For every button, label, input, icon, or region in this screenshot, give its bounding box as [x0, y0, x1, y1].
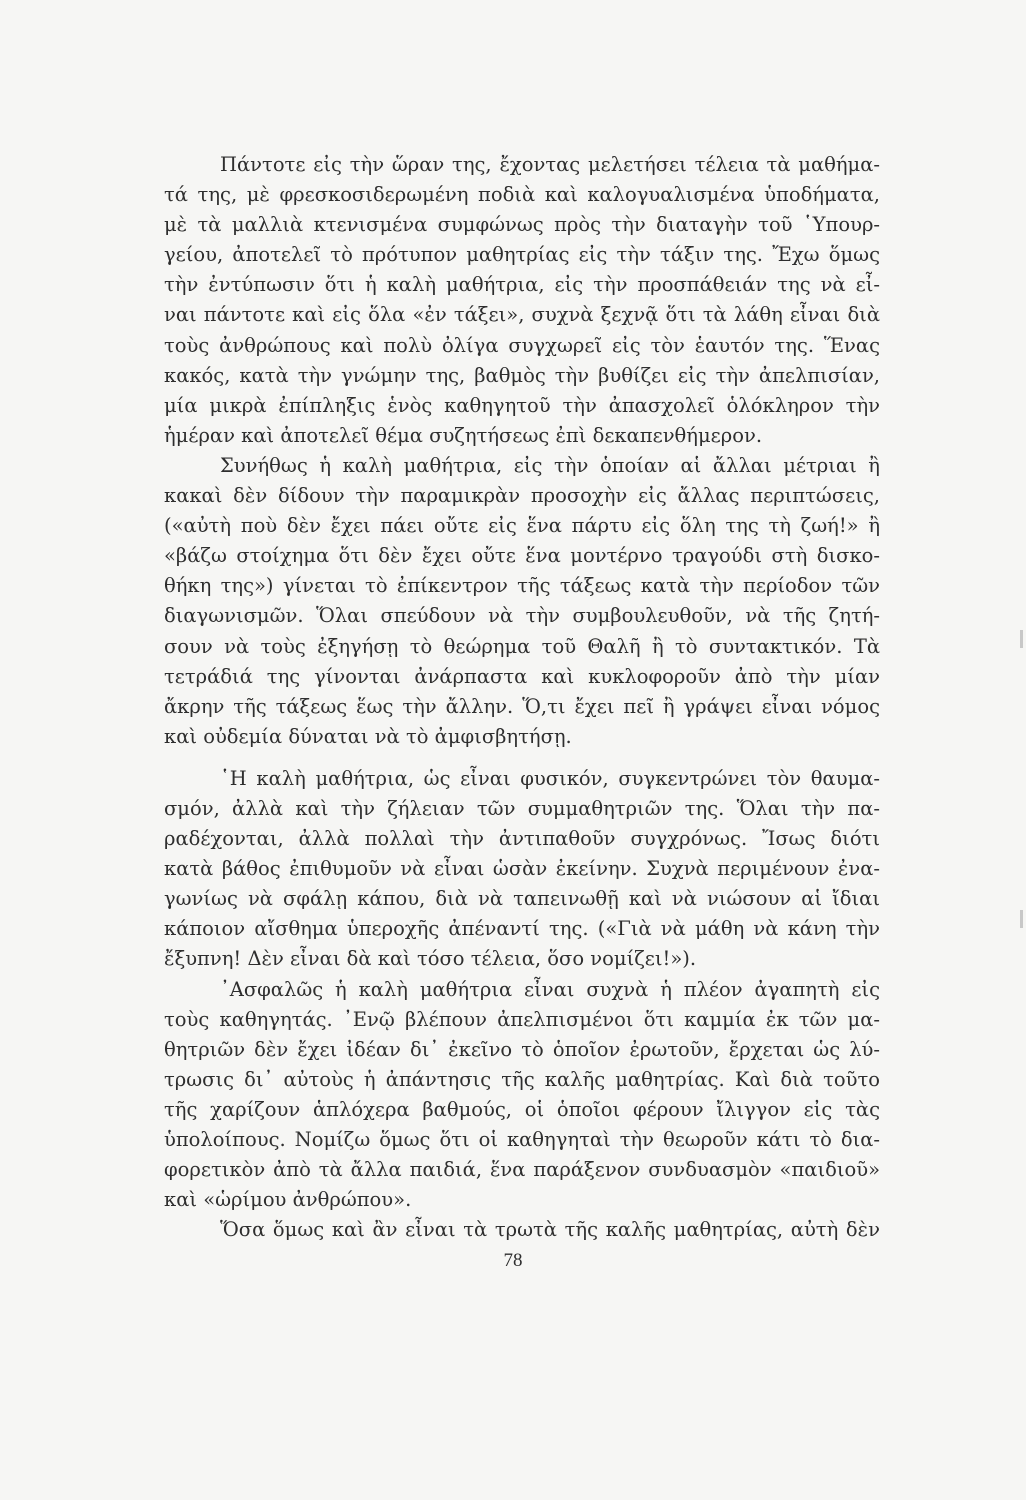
text-line: καὶ «ὡρίμου ἀνθρώπου». — [164, 1188, 412, 1212]
text-line: καὶ οὐδεμία δύναται νὰ τὸ ἀμφισβητήσῃ. — [164, 724, 572, 748]
text-line: ναι πάντοτε καὶ εἰς ὅλα «ἐν τάξει», συχνὰ ξεχνᾷ ὅτι τὰ λάθη εἶναι διὰ — [164, 303, 880, 327]
body-text — [164, 150, 880, 1245]
text-line: ραδέχονται, ἀλλὰ πολλαὶ τὴν ἀντιπαθοῦν συγχρόνως. Ἴσως διότι — [164, 827, 880, 851]
text-line: τοὺς ἀνθρώπους καὶ πολὺ ὀλίγα συγχωρεῖ εἰς τὸν ἑαυτόν της. Ἕνας — [164, 333, 880, 357]
text-line: γωνίως νὰ σφάλῃ κάπου, διὰ νὰ ταπεινωθῇ καὶ νὰ νιώσουν αἱ ἴδιαι — [164, 887, 880, 911]
text-line: ᾿Ασφαλῶς ἡ καλὴ μαθήτρια εἶναι συχνὰ ἡ πλέον ἀγαπητὴ εἰς — [220, 977, 880, 1001]
page-edge-mark — [1020, 910, 1023, 928]
text-line: Πάντοτε εἰς τὴν ὥραν της, ἔχοντας μελετήσει τέλεια τὰ μαθήμα- — [220, 153, 880, 176]
text-line: διαγωνισμῶν. Ὅλαι σπεύδουν νὰ τὴν συμβουλευθοῦν, νὰ τῆς ζητή- — [164, 604, 880, 628]
text-line: «βάζω στοίχημα ὅτι δὲν ἔχει οὔτε ἕνα μοντέρνο τραγούδι στὴ δισκο- — [164, 544, 880, 568]
text-line: ἔξυπνη! Δὲν εἶναι δὰ καὶ τόσο τέλεια, ὅσο νομίζει!»). — [164, 947, 697, 971]
text-line: Ὅσα ὅμως καὶ ἂν εἶναι τὰ τρωτὰ τῆς καλῆς μαθητρίας, αὐτὴ δὲν — [220, 1218, 880, 1242]
text-line: ὑπολοίπους. Νομίζω ὅμως ὅτι οἱ καθηγηταὶ τὴν θεωροῦν κάτι τὸ δια- — [164, 1128, 880, 1151]
text-line: ῾Η καλὴ μαθήτρια, ὡς εἶναι φυσικόν, συγκεντρώνει τὸν θαυμα- — [220, 766, 880, 790]
paragraph-2 — [164, 451, 880, 752]
paragraph-3 — [164, 764, 880, 975]
paragraph-gap — [164, 752, 880, 764]
text-line: τῆς χαρίζουν ἁπλόχερα βαθμούς, οἱ ὁποῖοι φέρουν ἴλιγγον εἰς τὰς — [164, 1097, 880, 1121]
text-line: κάποιον αἴσθημα ὑπεροχῆς ἀπέναντί της. («Γιὰ νὰ μάθη νὰ κάνη τὴν — [164, 917, 880, 941]
paragraph-5 — [164, 1215, 880, 1245]
text-line: τετράδιά της γίνονται ἀνάρπαστα καὶ κυκλοφοροῦν ἀπὸ τὴν μίαν — [164, 664, 880, 688]
page-edge-mark — [1020, 630, 1023, 648]
paragraph-1 — [164, 150, 880, 451]
text-line: τρωσις δι᾿ αὐτοὺς ἡ ἀπάντησις τῆς καλῆς μαθητρίας. Καὶ διὰ τοῦτο — [164, 1067, 880, 1091]
text-line: σουν νὰ τοὺς ἐξηγήσῃ τὸ θεώρημα τοῦ Θαλῆ ἢ τὸ συντακτικόν. Τὰ — [164, 634, 880, 658]
text-line: μία μικρὰ ἐπίπληξις ἑνὸς καθηγητοῦ τὴν ἀπασχολεῖ ὁλόκληρον τὴν — [164, 393, 880, 417]
text-line: σμόν, ἀλλὰ καὶ τὴν ζήλειαν τῶν συμμαθητριῶν της. Ὅλαι τὴν πα- — [164, 796, 880, 820]
text-line: ἡμέραν καὶ ἀποτελεῖ θέμα συζητήσεως ἐπὶ δεκαπενθήμερον. — [164, 423, 763, 447]
text-line: ἄκρην τῆς τάξεως ἕως τὴν ἄλλην. Ὅ,τι ἔχει πεῖ ἢ γράψει εἶναι νόμος — [164, 694, 880, 718]
text-line: κακαὶ δὲν δίδουν τὴν παραμικρὰν προσοχὴν εἰς ἄλλας περιπτώσεις, — [164, 484, 880, 508]
page-number: 78 — [503, 1250, 523, 1271]
text-line: γείου, ἀποτελεῖ τὸ πρότυπον μαθητρίας εἰς τὴν τάξιν της. Ἔχω ὅμως — [164, 243, 880, 267]
text-line: τοὺς καθηγητάς. ᾿Ενῷ βλέπουν ἀπελπισμένοι ὅτι καμμία ἐκ τῶν μα- — [164, 1007, 880, 1031]
paragraph-4 — [164, 975, 880, 1216]
text-line: τὴν ἐντύπωσιν ὅτι ἡ καλὴ μαθήτρια, εἰς τὴν προσπάθειάν της νὰ εἶ- — [164, 273, 880, 297]
text-line: θήκη της») γίνεται τὸ ἐπίκεντρον τῆς τάξεως κατὰ τὴν περίοδον τῶν — [164, 574, 880, 598]
text-line: τά της, μὲ φρεσκοσιδερωμένη ποδιὰ καὶ καλογυαλισμένα ὑποδήματα, — [164, 183, 880, 207]
text-line: («αὐτὴ ποὺ δὲν ἔχει πάει οὔτε εἰς ἕνα πάρτυ εἰς ὅλη της τὴ ζωή!» ἢ — [164, 514, 880, 538]
text-line: φορετικὸν ἀπὸ τὰ ἄλλα παιδιά, ἕνα παράξενον συνδυασμὸν «παιδιοῦ» — [164, 1158, 880, 1182]
text-line: κατὰ βάθος ἐπιθυμοῦν νὰ εἶναι ὡσὰν ἐκείνην. Συχνὰ περιμένουν ἐνα- — [164, 857, 880, 881]
text-line: Συνήθως ἡ καλὴ μαθήτρια, εἰς τὴν ὁποίαν αἱ ἄλλαι μέτριαι ἢ — [220, 453, 880, 477]
text-line: μὲ τὰ μαλλιὰ κτενισμένα συμφώνως πρὸς τὴν διαταγὴν τοῦ ῾Υπουρ- — [164, 213, 880, 237]
text-line: θητριῶν δὲν ἔχει ἰδέαν δι᾿ ἐκεῖνο τὸ ὁποῖον ἐρωτοῦν, ἔρχεται ὡς λύ- — [164, 1037, 880, 1061]
text-line: κακός, κατὰ τὴν γνώμην της, βαθμὸς τὴν βυθίζει εἰς τὴν ἀπελπισίαν, — [164, 363, 880, 387]
